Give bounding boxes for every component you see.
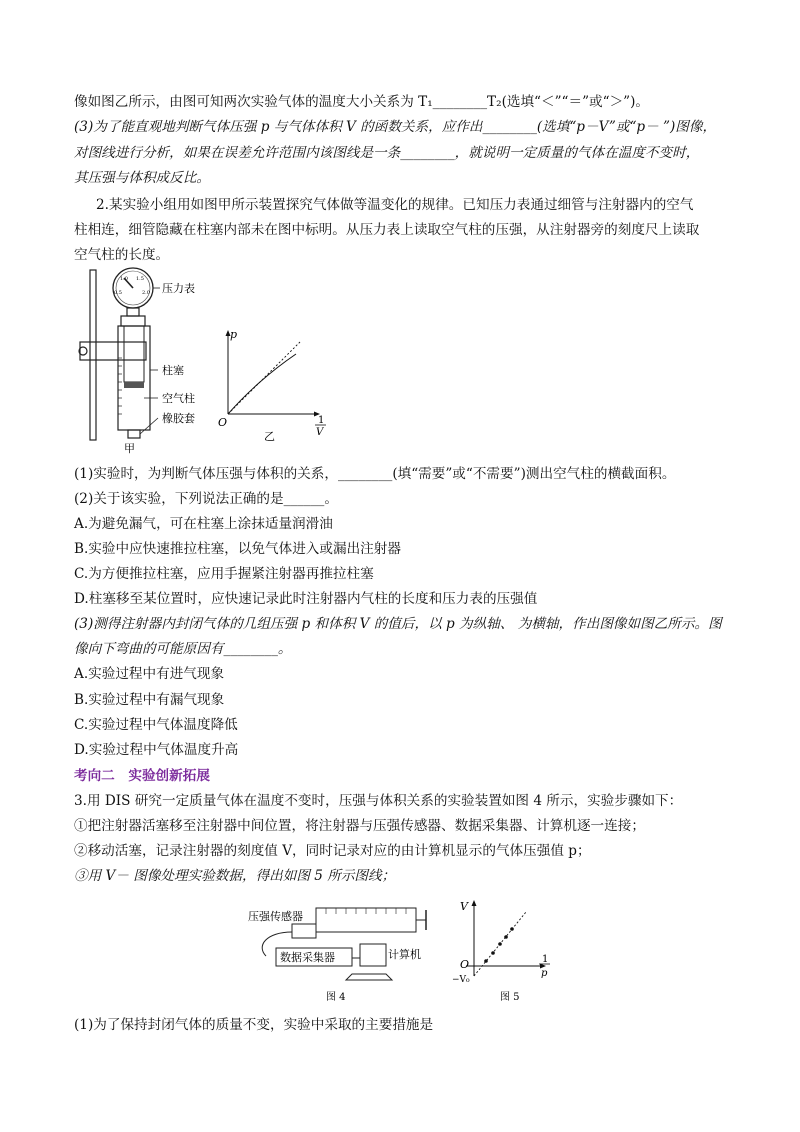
axis-label-p: p	[230, 328, 238, 341]
intercept-label: −V₀	[452, 975, 470, 985]
figure-jia	[74, 266, 214, 460]
dial-tick-label: 1.0	[120, 276, 128, 282]
dial-tick-label: 2.0	[142, 290, 150, 296]
computer-label: 计算机	[388, 948, 421, 961]
figure-caption: 图 4	[326, 992, 346, 1003]
text-line: A.为避免漏气，可在柱塞上涂抹适量润滑油	[74, 516, 333, 532]
text-line: 空气柱的长度。	[74, 247, 170, 263]
text-line: (2)关于该实验，下列说法正确的是______。	[74, 491, 338, 507]
text-line: (3)为了能直观地判断气体压强 p 与气体体积 V 的函数关系，应作出________(选填“p－V”或“p－ ”)图像，	[74, 119, 717, 135]
text-line: (1)实验时，为判断气体压强与体积的关系，________(填“需要”或“不需要”)测出空气柱的横截面积。	[74, 466, 676, 482]
text-line: B.实验过程中有漏气现象	[74, 692, 225, 708]
figure-5	[452, 896, 562, 1008]
dial-tick-label: 0.5	[114, 290, 122, 296]
axis-label-v: V	[460, 900, 468, 913]
text-line: A.实验过程中有进气现象	[74, 666, 225, 682]
axis-label-denominator: p	[541, 968, 548, 979]
axis-label-numerator: 1	[318, 415, 325, 426]
origin-label: O	[218, 416, 228, 429]
text-line: D.实验过程中气体温度升高	[74, 742, 239, 758]
rubber-sleeve-label: 橡胶套	[162, 412, 195, 425]
text-line: C.为方便推拉柱塞，应用手握紧注射器再推拉柱塞	[74, 566, 374, 582]
text-line: 像向下弯曲的可能原因有________。	[74, 641, 292, 657]
text-line: B.实验中应快速推拉柱塞，以免气体进入或漏出注射器	[74, 541, 401, 557]
dial-tick-label: 1.5	[136, 276, 144, 282]
text-line: 3.用 DIS 研究一定质量气体在温度不变时，压强与体积关系的实验装置如图 4 所示，实验步骤如下：	[74, 793, 683, 809]
figure-caption: 乙	[264, 430, 275, 443]
text-line: (1)为了保持封闭气体的质量不变，实验中采取的主要措施是	[74, 1017, 434, 1033]
axis-label-numerator: 1	[542, 954, 549, 965]
section-heading: 考向二 实验创新拓展	[74, 768, 210, 784]
text-line: 2.某实验小组用如图甲所示装置探究气体做等温变化的规律。已知压力表通过细管与注射器内的空气	[96, 197, 694, 213]
text-line: 对图线进行分析，如果在误差允许范围内该图线是一条________，就说明一定质量的气体在温度不变时，	[74, 145, 700, 161]
plunger-label: 柱塞	[162, 364, 184, 377]
text-line: (3)测得注射器内封闭气体的几组压强 p 和体积 V 的值后，以 p 为纵轴、 为横轴，作出图像如图乙所示。图	[74, 616, 722, 632]
figure-caption: 图 5	[500, 992, 520, 1003]
sensor-label: 压强传感器	[248, 910, 303, 923]
axis-label-denominator: V	[316, 427, 324, 438]
text-line: 其压强与体积成反比。	[74, 170, 210, 186]
text-line: ③用 V－ 图像处理实验数据，得出如图 5 所示图线；	[74, 868, 396, 884]
origin-label: O	[460, 958, 470, 971]
collector-label: 数据采集器	[280, 951, 335, 964]
text-line: C.实验过程中气体温度降低	[74, 717, 238, 733]
text-line: 柱相连，细管隐藏在柱塞内部未在图中标明。从压力表上读取空气柱的压强，从注射器旁的刻度尺上读取	[74, 222, 700, 238]
text-line: ②移动活塞，记录注射器的刻度值 V，同时记录对应的由计算机显示的气体压强值 p；	[74, 843, 591, 859]
text-line: 像如图乙所示，由图可知两次实验气体的温度大小关系为 T₁________T₂(选填“＜”“＝”或“＞”)。	[74, 94, 650, 110]
text-line: ①把注射器活塞移至注射器中间位置，将注射器与压强传感器、数据采集器、计算机逐一连接；	[74, 818, 645, 834]
text-line: D.柱塞移至某位置时，应快速记录此时注射器内气柱的长度和压力表的压强值	[74, 591, 538, 607]
figure-caption: 甲	[124, 442, 135, 455]
figure-4	[236, 896, 436, 1008]
gauge-label: 压力表	[162, 282, 195, 295]
figure-yi	[214, 324, 334, 444]
air-column-label: 空气柱	[162, 392, 195, 405]
